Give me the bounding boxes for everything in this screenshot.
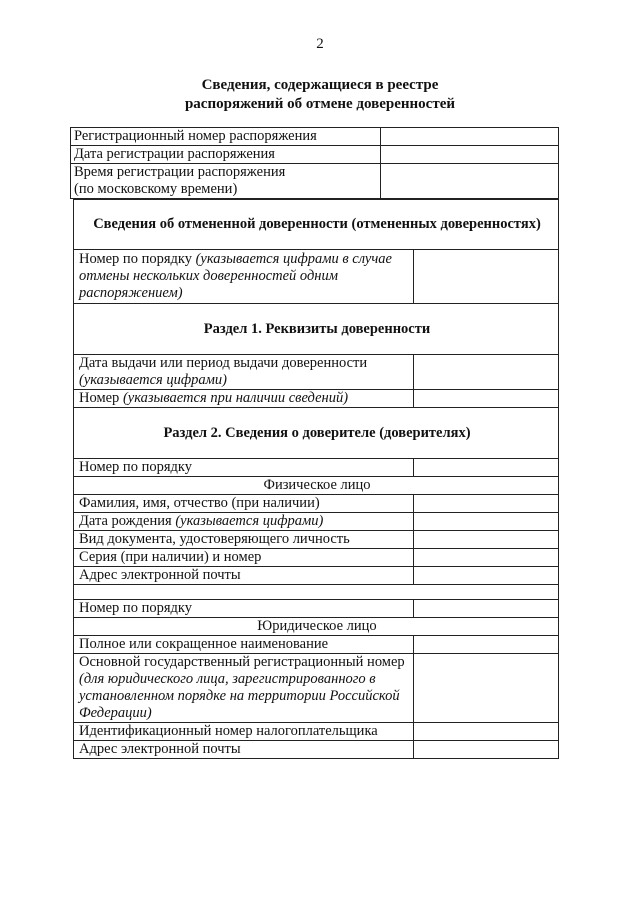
table-row — [71, 128, 559, 146]
table-row — [71, 164, 559, 199]
individual-order-value[interactable] — [414, 459, 559, 477]
table-row — [74, 459, 559, 477]
legal-name-label: Полное или сокращенное наименование — [74, 636, 414, 654]
table-row — [74, 477, 559, 495]
full-name-label: Фамилия, имя, отчество (при наличии) — [74, 495, 414, 513]
revoked-order-note: (указывается цифрами в случае отмены нескольких доверенностей одним распоряжением) — [79, 251, 392, 301]
individual-email-value[interactable] — [414, 567, 559, 585]
individual-order-label: Номер по порядку — [74, 459, 414, 477]
table-row — [74, 600, 559, 618]
table-row — [74, 636, 559, 654]
reg-date-label: Дата регистрации распоряжения — [71, 146, 381, 164]
table-row — [74, 495, 559, 513]
document-title-line2: распоряжений об отмене доверенностей — [184, 96, 456, 112]
issue-date-value[interactable] — [414, 355, 559, 390]
reg-time-label — [71, 164, 381, 199]
revoked-heading: Сведения об отмененной доверенности (отмененных доверенностях) — [74, 200, 559, 250]
reg-number-value[interactable] — [381, 128, 559, 146]
table-row — [74, 408, 559, 459]
inn-value[interactable] — [414, 723, 559, 741]
revoked-order-value[interactable] — [414, 250, 559, 304]
ogrn-label — [74, 654, 414, 723]
revoked-power-table — [73, 199, 559, 759]
birth-date-text: Дата рождения — [79, 513, 176, 529]
legal-email-value[interactable] — [414, 741, 559, 759]
table-row — [74, 741, 559, 759]
ogrn-value[interactable] — [414, 654, 559, 723]
table-row — [74, 355, 559, 390]
legal-order-value[interactable] — [414, 600, 559, 618]
birth-date-label — [74, 513, 414, 531]
table-row — [74, 304, 559, 355]
legal-subheading: Юридическое лицо — [74, 618, 559, 636]
individual-subheading: Физическое лицо — [74, 477, 559, 495]
number-note: (указывается при наличии сведений) — [122, 390, 349, 406]
series-value[interactable] — [414, 549, 559, 567]
revoked-order-text: Номер по порядку — [79, 251, 196, 267]
number-label — [74, 390, 414, 408]
table-row — [74, 723, 559, 741]
table-row — [74, 390, 559, 408]
blank-separator-row — [74, 585, 559, 600]
page-number: 2 — [316, 36, 324, 52]
reg-time-value[interactable] — [381, 164, 559, 199]
section2-heading: Раздел 2. Сведения о доверителе (доверителях) — [74, 408, 559, 459]
registration-table — [70, 127, 559, 199]
number-value[interactable] — [414, 390, 559, 408]
id-doc-label: Вид документа, удостоверяющего личность — [74, 531, 414, 549]
table-row — [74, 549, 559, 567]
birth-date-note: (указывается цифрами) — [175, 513, 324, 529]
table-row — [74, 618, 559, 636]
table-row — [74, 531, 559, 549]
table-row — [74, 567, 559, 585]
reg-date-value[interactable] — [381, 146, 559, 164]
reg-time-label-line2: (по московскому времени) — [74, 181, 238, 197]
revoked-order-label — [74, 250, 414, 304]
id-doc-value[interactable] — [414, 531, 559, 549]
full-name-value[interactable] — [414, 495, 559, 513]
table-row — [74, 654, 559, 723]
table-row — [74, 585, 559, 600]
issue-date-label — [74, 355, 414, 390]
inn-label: Идентификационный номер налогоплательщика — [74, 723, 414, 741]
number-text: Номер — [79, 390, 123, 406]
section1-heading: Раздел 1. Реквизиты доверенности — [74, 304, 559, 355]
individual-email-label: Адрес электронной почты — [74, 567, 414, 585]
table-row — [74, 250, 559, 304]
ogrn-note: (для юридического лица, зарегистрированного в установленном порядке на территории Российской Федерации) — [79, 671, 400, 721]
issue-date-note: (указывается цифрами) — [79, 372, 228, 388]
table-row — [74, 200, 559, 250]
reg-number-label: Регистрационный номер распоряжения — [71, 128, 381, 146]
legal-name-value[interactable] — [414, 636, 559, 654]
issue-date-text: Дата выдачи или период выдачи доверенности — [79, 355, 368, 371]
ogrn-text: Основной государственный регистрационный номер — [79, 654, 405, 670]
birth-date-value[interactable] — [414, 513, 559, 531]
series-label: Серия (при наличии) и номер — [74, 549, 414, 567]
reg-time-label-line1: Время регистрации распоряжения — [74, 164, 286, 180]
document-title-line1: Сведения, содержащиеся в реестре — [201, 77, 439, 93]
table-row — [74, 513, 559, 531]
document-title — [0, 76, 640, 114]
table-row — [71, 146, 559, 164]
legal-order-label: Номер по порядку — [74, 600, 414, 618]
legal-email-label: Адрес электронной почты — [74, 741, 414, 759]
